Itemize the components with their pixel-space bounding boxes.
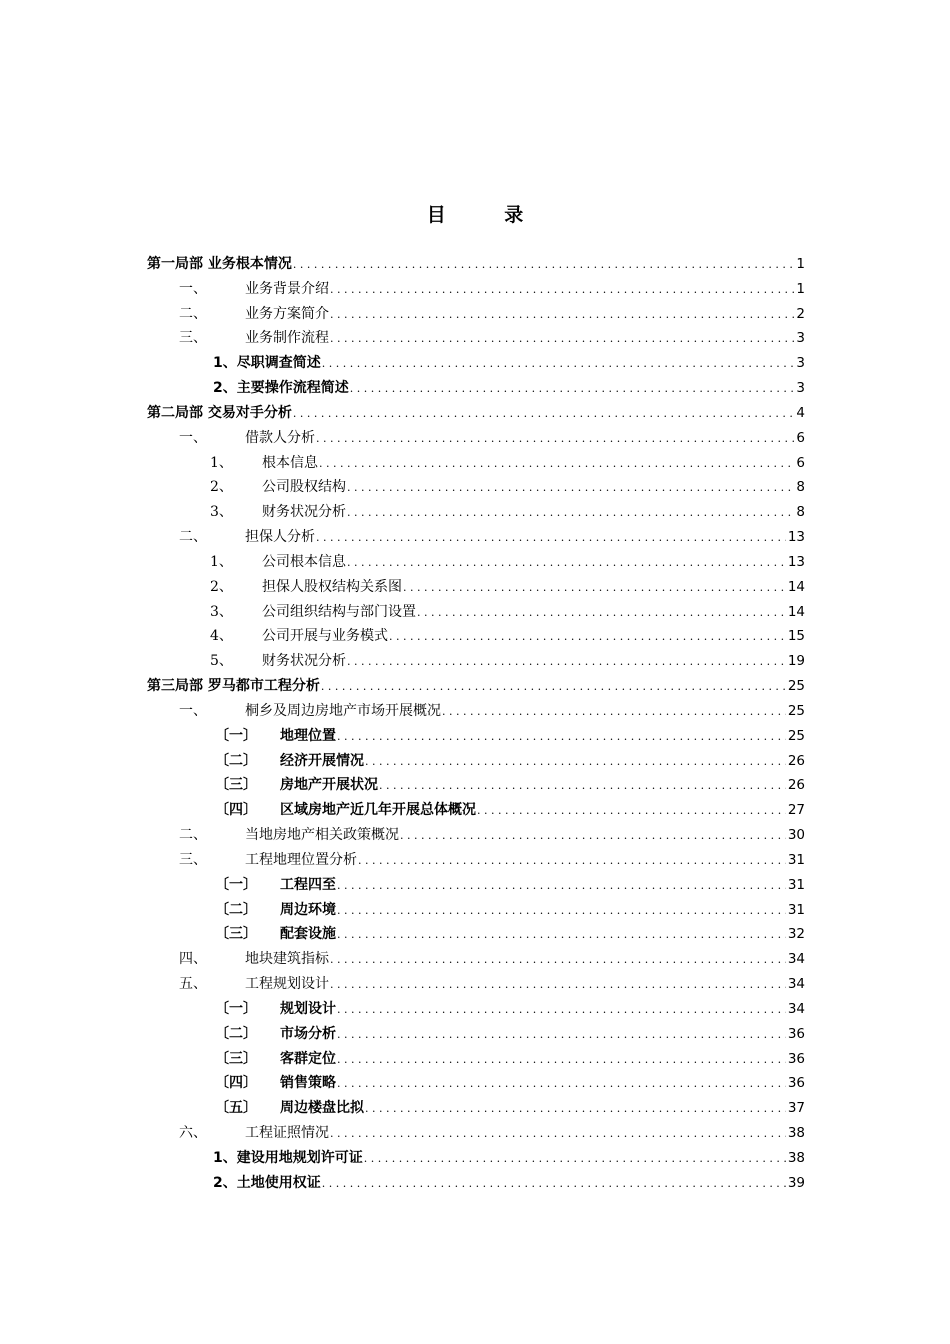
toc-entry-line [215,997,805,1022]
toc-entry[interactable] [147,947,805,972]
toc-page-number: 25 [787,727,805,744]
toc-entry-number: 一、 [179,280,207,297]
toc-entry-number: 二、 [179,529,207,546]
toc-entry[interactable] [147,401,805,426]
dot-leader [337,1048,786,1072]
toc-entry-label: 区域房地产近几年开展总体概况 [280,802,476,819]
toc-entry[interactable] [147,525,805,550]
toc-page-number: 36 [787,1075,805,1092]
toc-entry[interactable] [147,351,805,376]
dot-leader [316,427,794,451]
toc-entry-number: 二、 [179,305,207,322]
toc-entry[interactable] [147,848,805,873]
toc-entry-label: 规划设计 [280,1000,336,1017]
toc-page-number: 3 [796,380,805,397]
toc-entry-label: 当地房地产相关政策概况 [245,827,399,844]
toc-entry[interactable] [147,1071,805,1096]
toc-entry[interactable] [147,252,805,277]
toc-entry-line [210,475,805,500]
toc-entry-number: 六、 [179,1124,207,1141]
toc-page-number: 25 [787,702,805,719]
toc-page-number: 8 [796,504,805,521]
toc-entry-line [215,898,805,923]
toc-entry-label: 1、尽职调查简述 [213,355,321,372]
toc-page-number: 37 [787,1100,805,1117]
toc-page-number: 25 [787,678,805,695]
toc-entry-label: 配套设施 [280,926,336,943]
toc-entry[interactable] [147,550,805,575]
toc-entry-label: 第二局部 交易对手分析 [147,404,292,421]
toc-page-number: 34 [787,976,805,993]
toc-entry-line [179,525,805,550]
toc-entry-number: 2、 [210,479,233,496]
toc-entry-line [179,699,805,724]
toc-entry-label: 地块建筑指标 [245,951,329,968]
toc-page-number: 31 [787,901,805,918]
dot-leader [330,327,794,351]
toc-entry-number: 3、 [210,504,233,521]
toc-entry-number: 3、 [210,603,233,620]
toc-entry-line [213,376,805,401]
toc-entry[interactable] [147,873,805,898]
toc-entry-line [215,922,805,947]
toc-page-number: 4 [796,404,805,421]
toc-entry-label: 公司组织结构与部门设置 [262,603,416,620]
toc-entry-label: 业务制作流程 [245,330,329,347]
dot-leader [389,625,786,649]
toc-entry-number: 5、 [210,653,233,670]
toc-entry[interactable] [147,426,805,451]
toc-page-number: 15 [787,628,805,645]
toc-entry-label: 工程证照情况 [245,1124,329,1141]
toc-entry-number: 三、 [179,330,207,347]
toc-entry-line [210,451,805,476]
dot-leader [330,278,794,302]
toc-entry-line [215,724,805,749]
dot-leader [322,352,795,376]
toc-entry-number: 1、 [210,454,233,471]
toc-entry-line [213,1171,805,1196]
toc-entry-line [179,326,805,351]
toc-entry-number: 〔三〕 [215,1050,257,1067]
toc-entry[interactable] [147,1171,805,1196]
dot-leader [477,799,786,823]
dot-leader [442,700,786,724]
toc-entry-line [179,302,805,327]
toc-entry-number: 2、 [210,578,233,595]
toc-entry[interactable] [147,475,805,500]
toc-entry-label: 公司开展与业务模式 [262,628,388,645]
toc-entry-label: 市场分析 [280,1025,336,1042]
toc-entry-number: 二、 [179,827,207,844]
toc-page-number: 26 [787,752,805,769]
dot-leader [330,1122,786,1146]
toc-page-number: 39 [787,1174,805,1191]
toc-entry-number: 一、 [179,702,207,719]
toc-page-number: 14 [787,578,805,595]
toc-page-number: 6 [796,429,805,446]
toc-entry-label: 销售策略 [280,1075,336,1092]
dot-leader [322,1172,786,1196]
toc-entry-number: 四、 [179,951,207,968]
dot-leader [347,501,794,525]
toc-entry-label: 地理位置 [280,727,336,744]
dot-leader [358,849,786,873]
toc-entry-line [210,600,805,625]
toc-entry-label: 客群定位 [280,1050,336,1067]
toc-entry-label: 周边环境 [280,901,336,918]
dot-leader [347,551,786,575]
toc-page-number: 31 [787,876,805,893]
toc-page-number: 26 [787,777,805,794]
toc-entry[interactable] [147,1121,805,1146]
toc-entry-label: 2、土地使用权证 [213,1174,321,1191]
toc-entry-label: 借款人分析 [245,429,315,446]
toc-entry-number: 〔一〕 [215,727,257,744]
dot-leader [337,725,786,749]
toc-entry-label: 担保人分析 [245,529,315,546]
toc-entry-number: 〔四〕 [215,802,257,819]
toc-entry-label: 财务状况分析 [262,504,346,521]
toc-entry-label: 1、建设用地规划许可证 [213,1149,363,1166]
toc-entry[interactable] [147,451,805,476]
toc-entry[interactable] [147,1146,805,1171]
toc-entry-line [179,947,805,972]
toc-entry-line [179,277,805,302]
toc-page-number: 27 [787,802,805,819]
toc-entry[interactable] [147,997,805,1022]
dot-leader [365,750,786,774]
toc-entry-line [213,1146,805,1171]
toc-entry[interactable] [147,302,805,327]
toc-entry[interactable] [147,823,805,848]
toc-entry-number: 〔二〕 [215,901,257,918]
toc-page-number: 19 [787,653,805,670]
toc-entry[interactable] [147,749,805,774]
toc-entry-line [215,1071,805,1096]
toc-page-number: 13 [787,529,805,546]
toc-entry-label: 业务方案简介 [245,305,329,322]
toc-entry-line [179,426,805,451]
toc-page-number: 6 [796,454,805,471]
toc-entry-label: 工程规划设计 [245,976,329,993]
toc-page-number: 36 [787,1025,805,1042]
dot-leader [337,923,786,947]
dot-leader [347,476,794,500]
toc-entry[interactable] [147,674,805,699]
toc-entry-number: 〔二〕 [215,1025,257,1042]
toc-entry-label: 经济开展情况 [280,752,364,769]
toc-entry-number: 1、 [210,553,233,570]
toc-entry-label: 担保人股权结构关系图 [262,578,402,595]
toc-entry[interactable] [147,1022,805,1047]
dot-leader [337,1072,786,1096]
toc-entry-label: 公司根本信息 [262,553,346,570]
table-of-contents [147,252,805,1195]
dot-leader [330,303,794,327]
toc-entry-number: 〔二〕 [215,752,257,769]
dot-leader [400,824,786,848]
toc-page-number: 32 [787,926,805,943]
toc-entry[interactable] [147,575,805,600]
dot-leader [337,1023,786,1047]
toc-page-number: 3 [796,355,805,372]
toc-entry-label: 工程四至 [280,876,336,893]
toc-entry-line [210,649,805,674]
toc-page-number: 1 [796,280,805,297]
toc-entry[interactable] [147,500,805,525]
toc-entry[interactable] [147,922,805,947]
dot-leader [337,874,786,898]
toc-entry-line [215,1022,805,1047]
toc-entry-number: 〔一〕 [215,876,257,893]
toc-entry-number: 〔四〕 [215,1075,257,1092]
toc-page-number: 36 [787,1050,805,1067]
toc-entry[interactable] [147,1096,805,1121]
dot-leader [321,675,786,699]
toc-entry-label: 财务状况分析 [262,653,346,670]
toc-entry-label: 业务背景介绍 [245,280,329,297]
toc-entry-label: 2、主要操作流程简述 [213,380,349,397]
dot-leader [365,1097,786,1121]
toc-entry-label: 周边楼盘比拟 [280,1100,364,1117]
toc-page-number: 2 [796,305,805,322]
toc-entry-label: 桐乡及周边房地产市场开展概况 [245,702,441,719]
toc-entry-line [179,972,805,997]
toc-entry-number: 4、 [210,628,233,645]
dot-leader [330,948,786,972]
toc-page-number: 14 [787,603,805,620]
toc-page-number: 34 [787,951,805,968]
toc-page-number: 13 [787,553,805,570]
toc-entry-label: 第三局部 罗马都市工程分析 [147,678,320,695]
toc-entry[interactable] [147,376,805,401]
toc-entry-number: 〔三〕 [215,777,257,794]
toc-entry-number: 一、 [179,429,207,446]
dot-leader [379,774,786,798]
toc-entry-number: 〔三〕 [215,926,257,943]
toc-page-number: 34 [787,1000,805,1017]
toc-entry-label: 公司股权结构 [262,479,346,496]
toc-entry-line [179,848,805,873]
toc-entry-line [215,1096,805,1121]
toc-entry[interactable] [147,972,805,997]
dot-leader [319,452,794,476]
toc-entry-line [215,773,805,798]
toc-entry-label: 房地产开展状况 [280,777,378,794]
toc-entry-line [215,798,805,823]
dot-leader [347,650,786,674]
toc-entry-line [179,1121,805,1146]
toc-entry[interactable] [147,326,805,351]
page-title: 目 录 [426,204,550,226]
toc-entry-line [147,401,805,426]
toc-entry-line [210,624,805,649]
dot-leader [337,998,786,1022]
toc-entry-label: 第一局部 业务根本情况 [147,256,292,272]
toc-page-number: 3 [796,330,805,347]
toc-entry[interactable] [147,1047,805,1072]
toc-page-number: 8 [796,479,805,496]
toc-page-number: 30 [787,827,805,844]
toc-entry-line [215,873,805,898]
toc-entry-number: 五、 [179,976,207,993]
toc-entry-number: 三、 [179,851,207,868]
toc-entry-line [147,674,805,699]
toc-entry-label: 工程地理位置分析 [245,851,357,868]
toc-entry[interactable] [147,773,805,798]
dot-leader [293,253,795,277]
toc-page-number: 38 [787,1124,805,1141]
dot-leader [417,601,786,625]
toc-entry-line [179,823,805,848]
dot-leader [364,1147,786,1171]
dot-leader [293,402,795,426]
toc-entry[interactable] [147,724,805,749]
toc-entry-line [215,1047,805,1072]
toc-entry-line [210,500,805,525]
toc-entry-line [215,749,805,774]
dot-leader [350,377,795,401]
toc-entry[interactable] [147,600,805,625]
dot-leader [337,899,786,923]
toc-entry-line [210,550,805,575]
toc-page-number: 38 [787,1149,805,1166]
toc-page-number: 31 [787,851,805,868]
toc-entry-line [213,351,805,376]
dot-leader [316,526,786,550]
toc-entry[interactable] [147,798,805,823]
toc-page-number: 1 [796,256,805,272]
dot-leader [403,576,786,600]
toc-entry[interactable] [147,277,805,302]
toc-entry-number: 〔一〕 [215,1000,257,1017]
toc-entry[interactable] [147,898,805,923]
toc-entry-line [210,575,805,600]
toc-entry[interactable] [147,649,805,674]
toc-entry-line [147,252,805,277]
toc-entry-number: 〔五〕 [215,1100,257,1117]
dot-leader [330,973,786,997]
toc-entry[interactable] [147,624,805,649]
toc-entry-label: 根本信息 [262,454,318,471]
toc-entry[interactable] [147,699,805,724]
